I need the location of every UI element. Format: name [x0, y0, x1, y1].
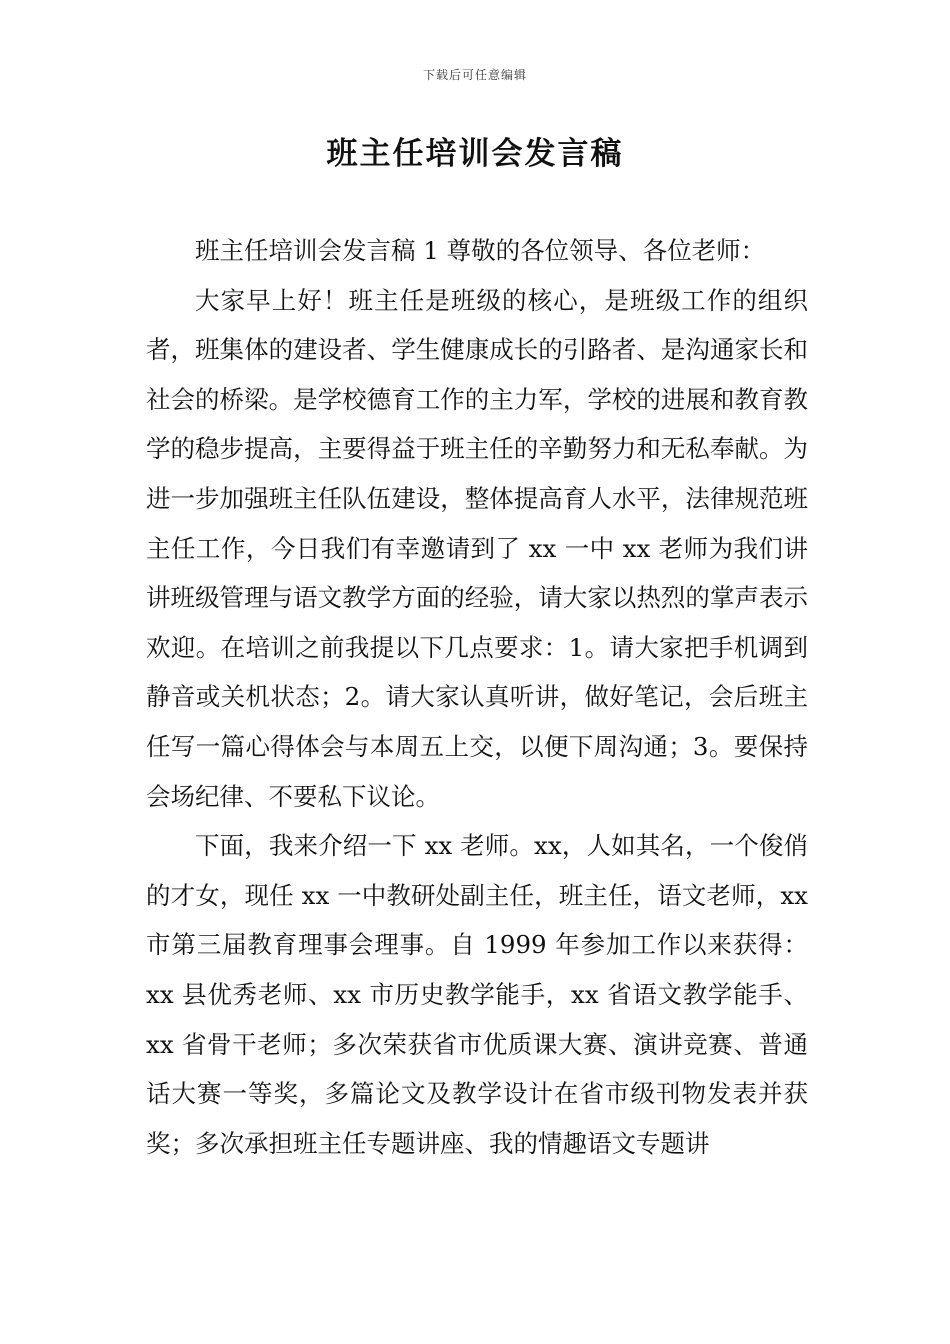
paragraph-introduction: 大家早上好！班主任是班级的核心，是班级工作的组织者，班集体的建设者、学生健康成长的引路者、是沟通家长和社会的桥梁。是学校德育工作的主力军，学校的进展和教育教学的稳步提高，主要得益于班主任的辛勤努力和无私奉献。为进一步加强班主任队伍建设，整体提高育人水平，法律规范班主任工作，今日我们有幸邀请到了 xx 一中 xx 老师为我们讲讲班级管理与语文教学方面的经验，请大家以热烈的掌声表示欢迎。在培训之前我提以下几点要求：1。请大家把手机调到静音或关机状态；2。请大家认真听讲，做好笔记，会后班主任写一篇心得体会与本周五上交，以便下周沟通；3。要保持会场纪律、不要私下议论。 [146, 285, 808, 811]
download-note: 下载后可任意编辑 [422, 68, 527, 82]
paragraph-teacher-profile: 下面，我来介绍一下 xx 老师。xx，人如其名，一个俊俏的才女，现任 xx 一中教研处副主任，班主任，语文老师，xx 市第三届教育理事会理事。自 1999 年参加工作以来获得：xx 县优秀老师、xx 市历史教学能手，xx 省语文教学能手、xx 省骨干老师；多次荣获省市优质课大赛、演讲竞赛、普通话大赛一等奖，多篇论文及教学设计在省市级刊物发表并获奖；多次承担班主任专题讲座、我的情趣语文专题讲 [146, 831, 808, 1158]
paragraph-greeting: 班主任培训会发言稿 1 尊敬的各位领导、各位老师： [195, 236, 766, 265]
document-body [146, 226, 808, 1168]
document-title: 班主任培训会发言稿 [326, 136, 624, 172]
